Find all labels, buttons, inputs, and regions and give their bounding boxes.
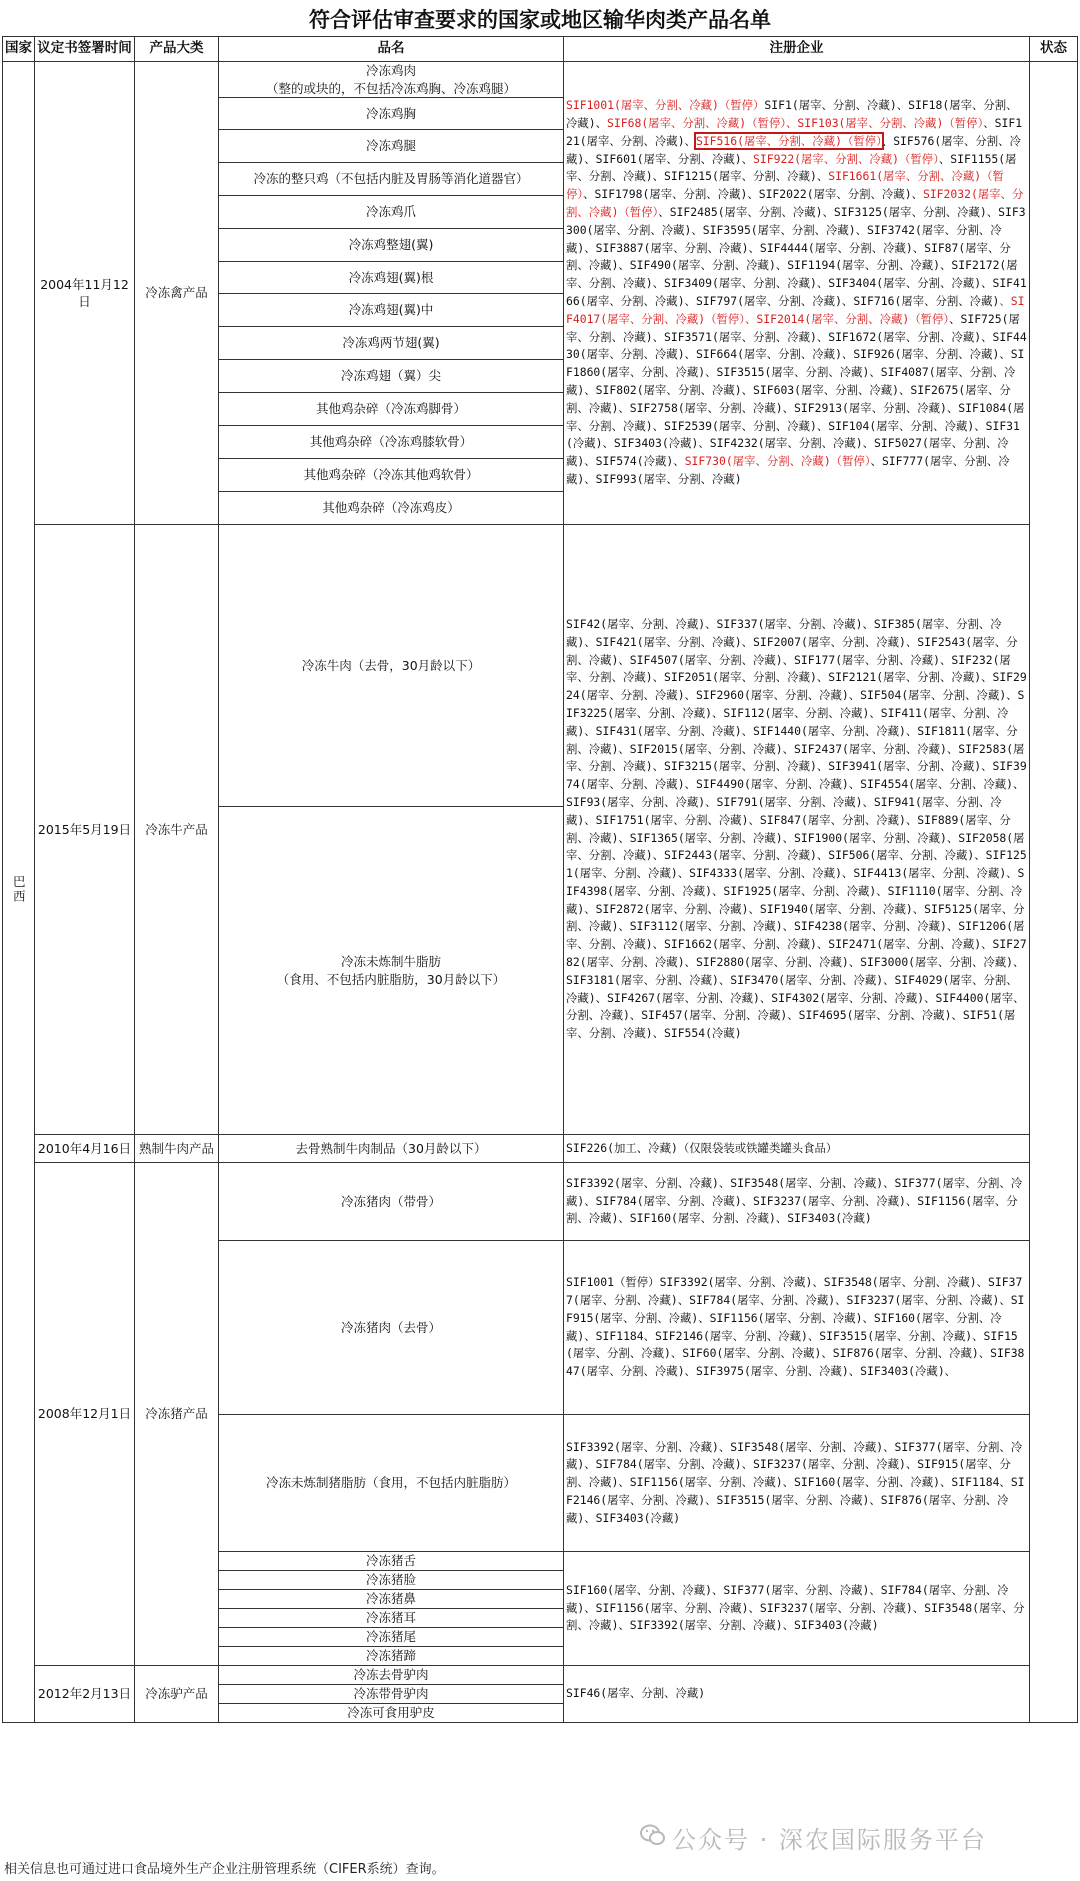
product-name: 冷冻猪肉（去骨） <box>340 1319 441 1335</box>
product-name: 冷冻猪尾 <box>365 1629 416 1645</box>
suspended-enterprise: SIF1001(屠宰、分割、冷藏)（暂停） <box>566 98 765 113</box>
product-cell <box>219 130 564 163</box>
suspended-enterprise: SIF922(屠宰、分割、冷藏)（暂停） <box>753 151 939 166</box>
col-date: 议定书签署时间 <box>35 37 135 62</box>
suspended-enterprise: SIF516(屠宰、分割、冷藏)（暂停） <box>695 133 882 148</box>
product-cell <box>219 1590 564 1609</box>
product-name: 冷冻鸡爪 <box>365 204 416 220</box>
product-name: 冷冻猪舌 <box>365 1553 416 1569</box>
enterprise-cell <box>564 1163 1030 1241</box>
product-cell <box>219 327 564 360</box>
product-cell <box>219 262 564 294</box>
product-cell <box>219 98 564 130</box>
product-name: 冷冻鸡两节翅(翼) <box>342 335 440 351</box>
category-cell: 熟制牛肉产品 <box>135 1135 219 1163</box>
category-cell: 冷冻猪产品 <box>135 1163 219 1666</box>
country-name: 巴西 <box>11 875 27 905</box>
product-name: 冷冻带骨驴肉 <box>353 1686 429 1702</box>
enterprise-text: SIF160(屠宰、分割、冷藏)、SIF377(屠宰、分割、冷藏)、SIF784(屠宰、分割、冷藏)、SIF1156(屠宰、分割、冷藏)、SIF3237(屠宰、分割、冷藏)、SIF3548(屠宰、分割、冷藏)、SIF3392(屠宰、分割、冷藏)、SIF3403(冷藏) <box>566 1582 1025 1633</box>
product-name: 冷冻猪鼻 <box>365 1591 416 1607</box>
date-cell: 2010年4月16日 <box>35 1135 135 1163</box>
product-cell <box>219 1647 564 1666</box>
enterprise-text: 、SIF725(屠宰、分割、冷藏)、SIF3571(屠宰、分割、冷藏)、SIF1672(屠宰、分割、冷藏)、SIF4430(屠宰、分割、冷藏)、SIF664(屠宰、分割、冷藏)、SIF926(屠宰、分割、冷藏)、SIF1860(屠宰、分割、冷藏)、SIF3515(屠宰、分割、冷藏)、SIF4087(屠宰、分割、冷藏)、SIF802(屠宰、分割、冷藏)、SIF603(屠宰、分割、冷藏)、SIF2675(屠宰、分割、冷藏)、SIF2758(屠宰、分割、冷藏)、SIF2913(屠宰、分割、冷藏)、SIF1084(屠宰、分割、冷藏)、SIF2539(屠宰、分割、冷藏)、SIF104(屠宰、分割、冷藏)、SIF31(冷藏)、SIF3403(冷藏)、SIF4232(屠宰、分割、冷藏)、SIF5027(屠宰、分割、冷藏)、SIF574(冷藏)、 <box>566 311 1027 469</box>
enterprise-text: SIF42(屠宰、分割、冷藏)、SIF337(屠宰、分割、冷藏)、SIF385(屠宰、分割、冷藏)、SIF421(屠宰、分割、冷藏)、SIF2007(屠宰、分割、冷藏)、SIF2543(屠宰、分割、冷藏)、SIF4507(屠宰、分割、冷藏)、SIF177(屠宰、分割、冷藏)、SIF232(屠宰、分割、冷藏)、SIF2051(屠宰、分割、冷藏)、SIF2121(屠宰、分割、冷藏)、SIF2924(屠宰、分割、冷藏)、SIF2960(屠宰、分割、冷藏)、SIF504(屠宰、分割、冷藏)、SIF3225(屠宰、分割、冷藏)、SIF112(屠宰、分割、冷藏)、SIF411(屠宰、分割、冷藏)、SIF431(屠宰、分割、冷藏)、SIF1440(屠宰、分割、冷藏)、SIF1811(屠宰、分割、冷藏)、SIF2015(屠宰、分割、冷藏)、SIF2437(屠宰、分割、冷藏)、SIF2583(屠宰、分割、冷藏)、SIF3215(屠宰、分割、冷藏)、SIF3941(屠宰、分割、冷藏)、SIF3974(屠宰、分割、冷藏)、SIF4490(屠宰、分割、冷藏)、SIF4554(屠宰、分割、冷藏)、SIF93(屠宰、分割、冷藏)、SIF791(屠宰、分割、冷藏)、SIF941(屠宰、分割、冷藏)、SIF1751(屠宰、分割、冷藏)、SIF847(屠宰、分割、冷藏)、SIF889(屠宰、分割、冷藏)、SIF1365(屠宰、分割、冷藏)、SIF1900(屠宰、分割、冷藏)、SIF2058(屠宰、分割、冷藏)、SIF2443(屠宰、分割、冷藏)、SIF506(屠宰、分割、冷藏)、SIF1251(屠宰、分割、冷藏)、SIF4333(屠宰、分割、冷藏)、SIF4413(屠宰、分割、冷藏)、SIF4398(屠宰、分割、冷藏)、SIF1925(屠宰、分割、冷藏)、SIF1110(屠宰、分割、冷藏)、SIF2872(屠宰、分割、冷藏)、SIF1940(屠宰、分割、冷藏)、SIF5125(屠宰、分割、冷藏)、SIF3112(屠宰、分割、冷藏)、SIF4238(屠宰、分割、冷藏)、SIF1206(屠宰、分割、冷藏)、SIF1662(屠宰、分割、冷藏)、SIF2471(屠宰、分割、冷藏)、SIF2782(屠宰、分割、冷藏)、SIF2880(屠宰、分割、冷藏)、SIF3000(屠宰、分割、冷藏)、SIF3181(屠宰、分割、冷藏)、SIF3470(屠宰、分割、冷藏)、SIF4029(屠宰、分割、冷藏)、SIF4267(屠宰、分割、冷藏)、SIF4302(屠宰、分割、冷藏)、SIF4400(屠宰、分割、冷藏)、SIF457(屠宰、分割、冷藏)、SIF4695(屠宰、分割、冷藏)、SIF51(屠宰、分割、冷藏)、SIF554(冷藏) <box>566 616 1027 1041</box>
product-name: 其他鸡杂碎（冷冻其他鸡软骨） <box>303 467 479 483</box>
enterprise-text: 、SIF1155(屠宰、分割、冷藏)、SIF1215(屠宰、分割、冷藏)、 <box>566 151 1017 184</box>
product-cell <box>219 393 564 426</box>
product-cell <box>219 459 564 492</box>
product-cell <box>219 163 564 196</box>
product-name: 冷冻鸡整翅(翼) <box>348 237 434 253</box>
enterprise-cell <box>564 1415 1030 1552</box>
product-cell <box>219 1552 564 1571</box>
enterprise-text: 、SIF576(屠宰、分割、冷藏)、SIF601(屠宰、分割、冷藏)、 <box>566 133 1021 166</box>
product-name: 冷冻猪蹄 <box>365 1648 416 1664</box>
product-cell <box>219 1135 564 1163</box>
suspended-enterprise: SIF68(屠宰、分割、冷藏)（暂停）、SIF103(屠宰、分割、冷藏)（暂停） <box>607 116 984 131</box>
product-cell <box>219 1628 564 1647</box>
product-name: 冷冻猪耳 <box>365 1610 416 1626</box>
category-cell: 冷冻驴产品 <box>135 1666 219 1723</box>
product-table <box>2 36 1078 1723</box>
product-name: 冷冻未炼制牛脂肪 （食用、不包括内脏脂肪，30月龄以下） <box>276 954 506 987</box>
product-cell <box>219 1163 564 1241</box>
status-cell <box>1030 62 1078 1723</box>
watermark-text: 公众号 · 深农国际服务平台 <box>672 1826 987 1854</box>
product-name: 冷冻鸡翅(翼)中 <box>348 302 434 318</box>
col-category: 产品大类 <box>135 37 219 62</box>
enterprise-text: 、SIF2485(屠宰、分割、冷藏)、SIF3125(屠宰、分割、冷藏)、SIF3300(屠宰、分割、冷藏)、SIF3595(屠宰、分割、冷藏)、SIF3742(屠宰、分割、冷藏)、SIF3887(屠宰、分割、冷藏)、SIF4444(屠宰、分割、冷藏)、SIF87(屠宰、分割、冷藏)、SIF490(屠宰、分割、冷藏)、SIF1194(屠宰、分割、冷藏)、SIF2172(屠宰、分割、冷藏)、SIF3409(屠宰、分割、冷藏)、SIF3404(屠宰、分割、冷藏)、SIF4166(屠宰、分割、冷藏)、SIF797(屠宰、分割、冷藏)、SIF716(屠宰、分割、冷藏) <box>566 205 1027 308</box>
product-name: 冷冻鸡翅(翼)根 <box>348 269 434 285</box>
product-name: 其他鸡杂碎（冷冻鸡脚骨） <box>315 401 466 417</box>
product-name: 冷冻去骨驴肉 <box>353 1667 429 1683</box>
product-cell <box>219 229 564 262</box>
category-cell: 冷冻牛产品 <box>135 525 219 1135</box>
product-cell <box>219 807 564 1135</box>
enterprise-text: SIF1(屠宰、分割、冷藏)、SIF18(屠宰、分割、冷藏)、 <box>566 98 1018 131</box>
product-cell <box>219 1666 564 1685</box>
table-row <box>3 1163 1078 1241</box>
product-cell <box>219 360 564 393</box>
col-status: 状态 <box>1030 37 1078 62</box>
product-cell <box>219 492 564 525</box>
product-cell <box>219 525 564 807</box>
enterprise-cell <box>564 525 1030 1135</box>
product-name: 去骨熟制牛肉制品（30月龄以下） <box>295 1140 487 1156</box>
product-name: 冷冻可食用驴皮 <box>347 1705 435 1721</box>
suspended-enterprise: SIF730(屠宰、分割、冷藏)（暂停） <box>684 454 871 469</box>
product-cell <box>219 1609 564 1628</box>
product-cell <box>219 1241 564 1415</box>
product-cell <box>219 1704 564 1723</box>
product-cell <box>219 196 564 229</box>
enterprise-text: SIF46(屠宰、分割、冷藏) <box>566 1686 706 1701</box>
header-row <box>3 37 1078 62</box>
product-name: 冷冻鸡肉 （整的或块的，不包括冷冻鸡胸、冷冻鸡腿） <box>265 63 516 96</box>
country-cell <box>3 62 35 1723</box>
product-name: 冷冻猪脸 <box>365 1572 416 1588</box>
wechat-icon <box>640 1822 666 1848</box>
enterprise-text: 、SIF1798(屠宰、分割、冷藏)、SIF2022(屠宰、分割、冷藏)、 <box>583 187 923 202</box>
product-cell <box>219 294 564 327</box>
suspended-enterprise: 、SIF4017(屠宰、分割、冷藏)（暂停）、SIF2014(屠宰、分割、冷藏)（暂停） <box>566 294 1025 326</box>
product-name: 冷冻未炼制猪脂肪（食用，不包括内脏脂肪） <box>265 1475 516 1491</box>
enterprise-cell <box>564 1666 1030 1723</box>
product-name: 冷冻鸡腿 <box>365 138 416 154</box>
product-cell <box>219 1415 564 1552</box>
col-product: 品名 <box>219 37 564 62</box>
suspended-enterprise: SIF1661(屠宰、分割、冷藏)（暂停） <box>566 169 1004 202</box>
category-cell: 冷冻禽产品 <box>135 62 219 525</box>
date-cell: 2012年2月13日 <box>35 1666 135 1723</box>
enterprise-text: SIF3392(屠宰、分割、冷藏)、SIF3548(屠宰、分割、冷藏)、SIF377(屠宰、分割、冷藏)、SIF784(屠宰、分割、冷藏)、SIF3237(屠宰、分割、冷藏)、SIF1156(屠宰、分割、冷藏)、SIF160(屠宰、分割、冷藏)、SIF3403(冷藏) <box>566 1175 1023 1226</box>
table-row <box>3 62 1078 98</box>
product-name: 冷冻鸡翅（翼）尖 <box>340 368 441 384</box>
table-row <box>3 1135 1078 1163</box>
product-name: 其他鸡杂碎（冷冻鸡膝软骨） <box>309 434 473 450</box>
col-country: 国家 <box>3 37 35 62</box>
footer-note: 相关信息也可通过进口食品境外生产企业注册管理系统（CIFER系统）查询。 <box>4 1862 445 1877</box>
date-cell: 2004年11月12日 <box>35 62 135 525</box>
suspended-enterprise: SIF2032(屠宰、分割、冷藏)（暂停） <box>566 187 1024 220</box>
enterprise-text: SIF3392(屠宰、分割、冷藏)、SIF3548(屠宰、分割、冷藏)、SIF377(屠宰、分割、冷藏)、SIF784(屠宰、分割、冷藏)、SIF3237(屠宰、分割、冷藏)、SIF915(屠宰、分割、冷藏)、SIF1156(屠宰、分割、冷藏)、SIF160(屠宰、分割、冷藏)、SIF1184、SIF2146(屠宰、分割、冷藏)、SIF3515(屠宰、分割、冷藏)、SIF876(屠宰、分割、冷藏)、SIF3403(冷藏) <box>566 1439 1025 1525</box>
enterprise-cell <box>564 1241 1030 1415</box>
enterprise-cell <box>564 1552 1030 1666</box>
product-cell <box>219 426 564 459</box>
page-title: 符合评估审查要求的国家或地区输华肉类产品名单 <box>309 7 771 32</box>
enterprise-text: SIF1001（暂停）SIF3392(屠宰、分割、冷藏)、SIF3548(屠宰、分割、冷藏)、SIF377(屠宰、分割、冷藏)、SIF784(屠宰、分割、冷藏)、SIF3237(屠宰、分割、冷藏)、SIF915(屠宰、分割、冷藏)、SIF1156(屠宰、分割、冷藏)、SIF160(屠宰、分割、冷藏)、SIF1184、SIF2146(屠宰、分割、冷藏)、SIF3515(屠宰、分割、冷藏)、SIF15(屠宰、分割、冷藏)、SIF60(屠宰、分割、冷藏)、SIF876(屠宰、分割、冷藏)、SIF3847(屠宰、分割、冷藏)、SIF3975(屠宰、分割、冷藏)、SIF3403(冷藏)、 <box>566 1275 1025 1379</box>
enterprise-text: SIF226(加工、冷藏)（仅限袋装或铁罐类罐头食品） <box>566 1140 838 1155</box>
product-name: 冷冻猪肉（带骨） <box>340 1193 441 1209</box>
product-cell <box>219 1685 564 1704</box>
product-name: 冷冻鸡胸 <box>365 105 416 121</box>
table-row <box>3 1666 1078 1685</box>
enterprise-text: 、SIF121(屠宰、分割、冷藏)、 <box>566 116 1023 148</box>
product-name: 冷冻牛肉（去骨，30月龄以下） <box>301 657 481 673</box>
enterprise-text: 、SIF777(屠宰、分割、冷藏)、SIF993(屠宰、分割、冷藏) <box>566 454 1010 486</box>
enterprise-cell <box>564 1135 1030 1163</box>
table-row <box>3 525 1078 807</box>
product-cell <box>219 62 564 98</box>
product-name: 其他鸡杂碎（冷冻鸡皮） <box>322 500 460 516</box>
date-cell: 2015年5月19日 <box>35 525 135 1135</box>
product-name: 冷冻的整只鸡（不包括内脏及胃肠等消化道器官） <box>253 171 529 187</box>
date-cell: 2008年12月1日 <box>35 1163 135 1666</box>
enterprise-cell <box>564 62 1030 525</box>
col-enterprises: 注册企业 <box>564 37 1030 62</box>
product-cell <box>219 1571 564 1590</box>
